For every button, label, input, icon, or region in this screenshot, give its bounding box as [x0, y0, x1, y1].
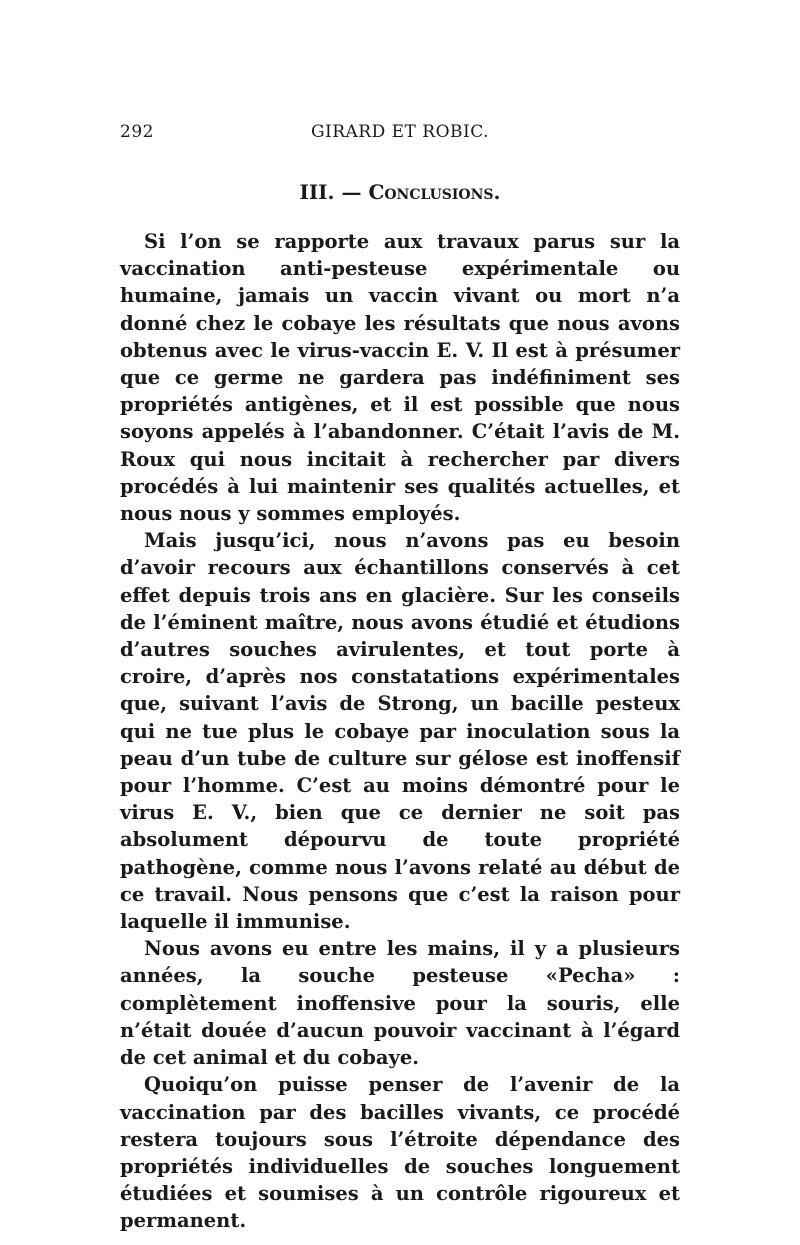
section-title: Conclusions.: [368, 180, 501, 204]
paragraph: Nous avons eu entre les mains, il y a plusieurs années, la souche pesteuse «Pecha» : complètement inoffensive pour la souris, elle n’était douée d’aucun pouvoir vaccinant à l’égard de cet animal et du cobaye.: [120, 937, 680, 1070]
section-heading: [120, 180, 680, 204]
paragraph: Mais jusqu’ici, nous n’avons pas eu besoin d’avoir recours aux échantillons conservés à cet effet depuis trois ans en glacière. Sur les conseils de l’éminent maître, nous avons étudié et étudions d’autres souches avirulentes, et tout porte à croire, d’après nos constatations expérimentales que, suivant l’avis de Strong, un bacille pesteux qui ne tue plus le cobaye par inoculation sous la peau d’un tube de culture sur gélose est inoffensif pour l’homme. C’est au moins démontré pour le virus E. V., bien que ce dernier ne soit pas absolument dépourvu de toute propriété pathogène, comme nous l’avons relaté au début de ce travail. Nous pensons que c’est la raison pour laquelle il immunise.: [120, 529, 680, 934]
running-header: [120, 122, 680, 146]
book-page: [120, 0, 680, 1245]
section-numeral: III. —: [299, 180, 369, 204]
paragraph: Si l’on se rapporte aux travaux parus sur la vaccination anti-pesteuse expérimentale ou humaine, jamais un vaccin vivant ou mort n’a donné chez le cobaye les résultats que nous avons obtenus avec le virus-vaccin E. V. Il est à présumer que ce germe ne gardera pas indéfiniment ses propriétés antigènes, et il est possible que nous soyons appelés à l’abandonner. C’était l’avis de M. Roux qui nous incitait à rechercher par divers procédés à lui maintenir ses qualités actuelles, et nous nous y sommes employés.: [120, 230, 680, 526]
body-text: [120, 228, 680, 1235]
running-title: GIRARD ET ROBIC.: [310, 122, 490, 142]
paragraph: Quoiqu’on puisse penser de l’avenir de la vaccination par des bacilles vivants, ce procédé restera toujours sous l’étroite dépendance des propriétés individuelles de souches longuement étudiées et soumises à un contrôle rigoureux et permanent.: [120, 1073, 680, 1233]
page-number: 292: [120, 122, 154, 142]
